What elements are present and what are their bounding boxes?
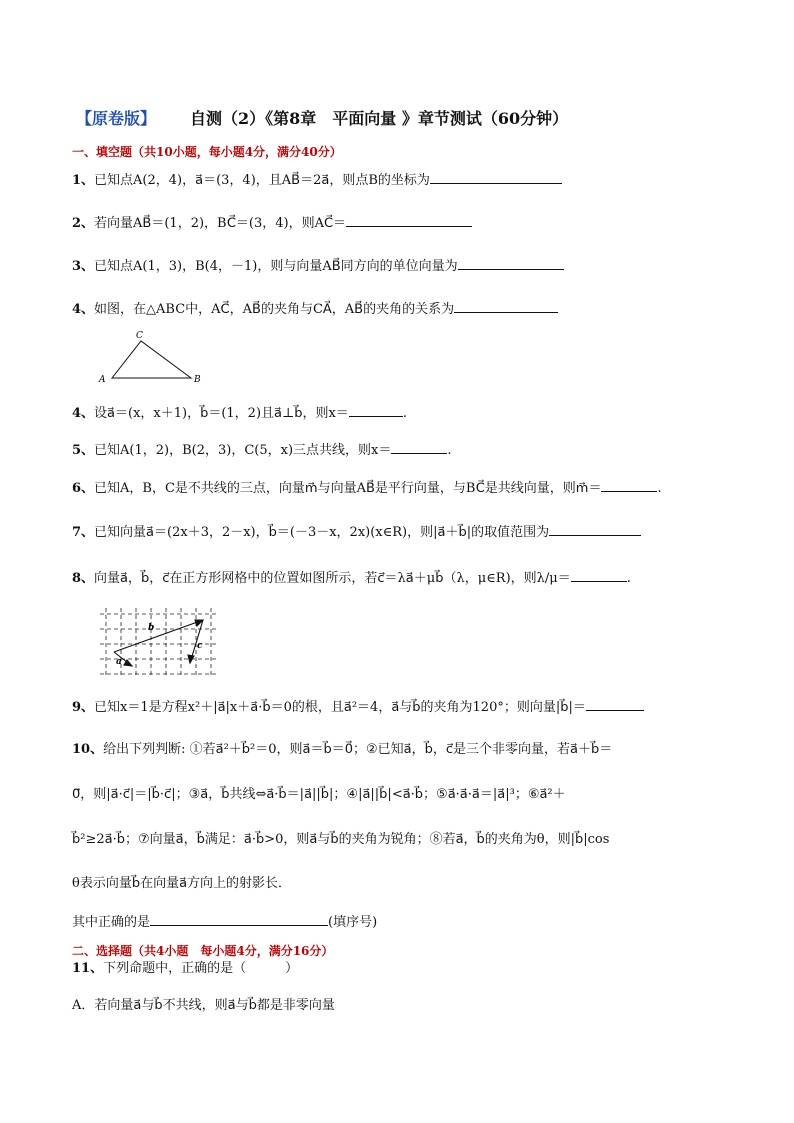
vertex-b-label: B [194,375,201,385]
answer-blank[interactable] [430,170,562,184]
answer-blank[interactable] [454,299,558,313]
question-7: 7、已知向量a⃗＝(2x＋3，2－x)，b⃗＝(－3－x，2x)(x∈R)，则|a⃗＋b⃗|的取值范围为 [72,522,641,542]
question-6: 6、已知A，B，C是不共线的三点，向量m⃗与向量AB⃗是平行向量，与BC⃗是共线向量，则m⃗＝ . [72,478,662,498]
page-title [76,106,568,129]
question-1: 1、已知点A(2，4)，a⃗＝(3，4)，且AB⃗＝2a⃗，则点B的坐标为 [72,170,562,190]
question-10-line-1: 10、给出下列判断: ①若a⃗²＋b⃗²＝0，则a⃗＝b⃗＝0⃗；②已知a⃗，b⃗，c⃗是三个非零向量，若a⃗＋b⃗＝ [72,742,613,757]
question-4: 4、如图，在△ABC中，AC⃗，AB⃗的夹角与CA⃗，AB⃗的夹角的关系为 [72,299,558,319]
question-4b: 4、设a⃗＝(x，x＋1)，b⃗＝(1，2)且a⃗⊥b⃗，则x＝ . [72,403,407,423]
vector-b-label: b [148,623,155,633]
question-9: 9、已知x＝1是方程x²＋|a⃗|x＋a⃗·b⃗＝0的根，且a⃗²＝4，a⃗与b⃗的夹角为120°；则向量|b⃗|＝ [72,697,644,717]
answer-blank[interactable] [346,213,472,227]
vector-b [114,620,203,652]
answer-blank[interactable] [571,568,627,582]
answer-blank[interactable] [458,256,564,270]
section-heading-fill-blank: 一、填空题（共10小题，每小题4分，满分40分） [72,145,342,159]
question-10-line-3: b⃗²≥2a⃗·b⃗；⑦向量a⃗，b⃗满足：a⃗·b⃗>0，则a⃗与b⃗的夹角为锐角；⑧若a⃗，b⃗的夹角为θ，则|b⃗|cos [72,832,610,847]
question-8: 8、向量a⃗，b⃗，c⃗在正方形网格中的位置如图所示，若c⃗＝λa⃗＋μb⃗（λ，μ∈R)，则λ/μ＝ . [72,568,631,588]
triangle [112,341,191,378]
answer-blank[interactable] [601,478,657,492]
section-heading-multiple-choice: 二、选择题（共4小题 每小题4分，满分16分） [72,944,334,958]
question-5: 5、已知A(1，2)，B(2，3)，C(5，x)三点共线，则x＝ . [72,440,452,460]
answer-blank[interactable] [549,522,641,536]
vertex-c-label: C [136,331,143,341]
version-tag: 【原卷版】 [76,109,157,128]
answer-blank[interactable] [391,440,447,454]
vector-a-label: a [116,657,122,667]
question-2: 2、若向量AB⃗＝(1，2)，BC⃗＝(3，4)，则AC⃗＝ [72,213,472,233]
vertex-a-label: A [99,375,106,385]
vector-c-label: c [197,641,203,651]
question-10-answer: 其中正确的是 (填序号) [72,912,377,932]
question-10-line-2: 0⃗，则|a⃗·c⃗|＝|b⃗·c⃗|；③a⃗，b⃗共线⇔a⃗·b⃗＝|a⃗||b⃗|；④|a⃗||b⃗|<a⃗·b⃗；⑤a⃗·a⃗·a⃗＝|a⃗|³；⑥a⃗²＋ [72,787,566,802]
vector-grid-figure [98,606,220,678]
question-3: 3、已知点A(1，3)，B(4，－1)，则与向量AB⃗同方向的单位向量为 [72,256,564,276]
question-11: 11、下列命题中，正确的是（ ） [72,961,299,976]
question-11-option-a: A．若向量a⃗与b⃗不共线，则a⃗与b⃗都是非零向量 [72,998,335,1013]
answer-blank[interactable] [349,403,403,417]
answer-blank[interactable] [586,697,644,711]
title-main: 自测（2）《第8章 平面向量 》章节测试（60分钟） [190,109,569,128]
triangle-abc-figure [96,328,216,386]
answer-blank[interactable] [150,912,328,926]
question-10-line-4: θ表示向量b⃗在向量a⃗方向上的射影长． [72,876,292,891]
